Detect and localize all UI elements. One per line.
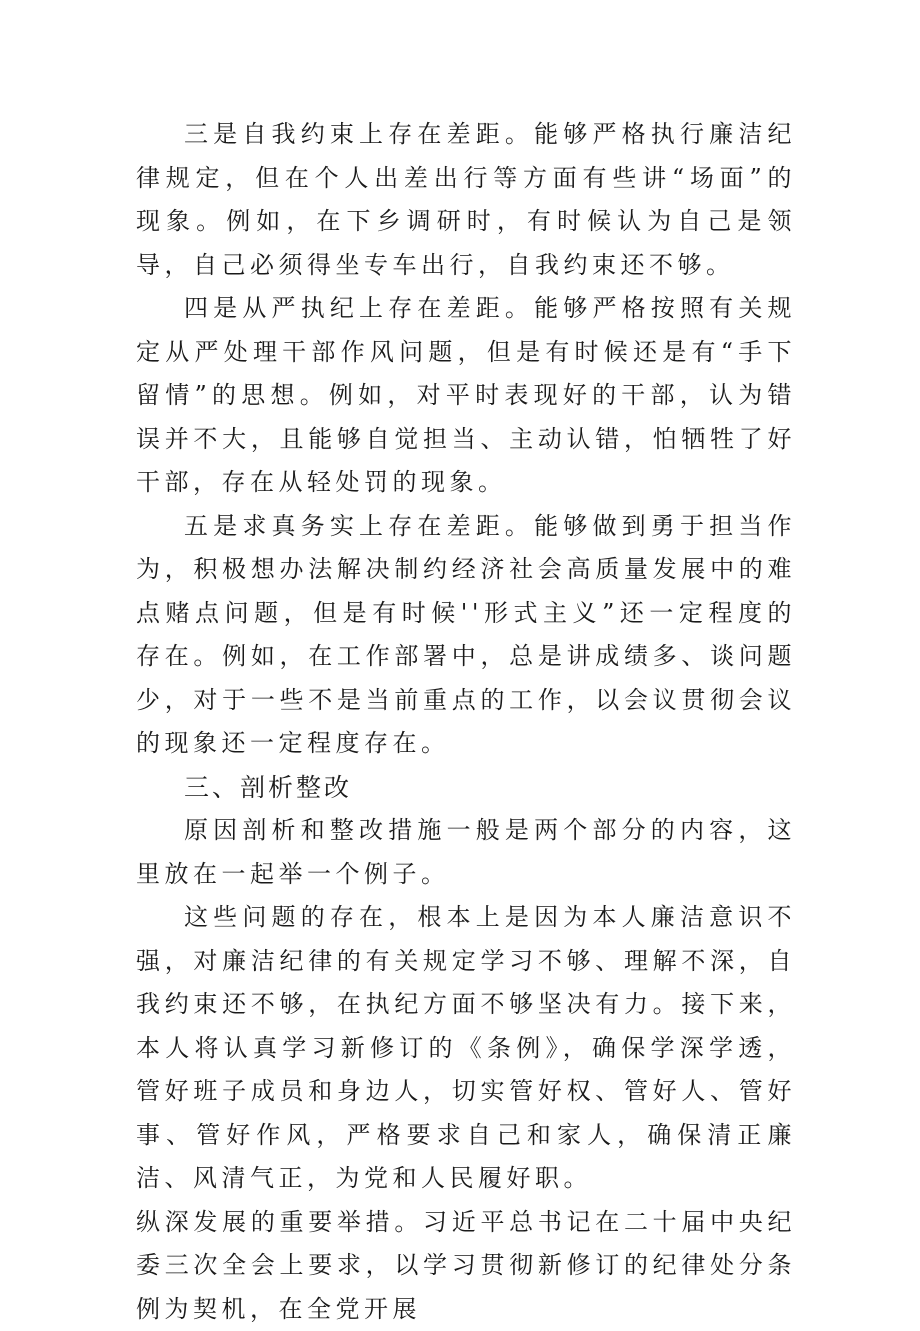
paragraph-analysis-intro: 原因剖析和整改措施一般是两个部分的内容，这里放在一起举一个例子。 — [136, 809, 796, 896]
paragraph-rectification: 这些问题的存在，根本上是因为本人廉洁意识不强，对廉洁纪律的有关规定学习不够、理解不深，自我约束还不够，在执纪方面不够坚决有力。接下来，本人将认真学习新修订的《条例》，确保学深学透，管好班子成员和身边人，切实管好权、管好人、管好事、管好作风，严格要求自己和家人，确保清正廉洁、风清气正，为党和人民履好职。 — [136, 896, 796, 1201]
paragraph-pragmatism: 五是求真务实上存在差距。能够做到勇于担当作为，积极想办法解决制约经济社会高质量发展中的难点赌点问题，但是有时候''形式主义”还一定程度的存在。例如，在工作部署中，总是讲成绩多、谈问题少，对于一些不是当前重点的工作，以会议贯彻会议的现象还一定程度存在。 — [136, 505, 796, 766]
paragraph-strict-discipline: 四是从严执纪上存在差距。能够严格按照有关规定从严处理干部作风问题，但是有时候还是有“手下留情”的思想。例如，对平时表现好的干部，认为错误并不大，且能够自觉担当、主动认错，怕牺牲了好干部，存在从轻处罚的现象。 — [136, 287, 796, 505]
section-heading-analysis: 三、剖析整改 — [136, 766, 796, 810]
document-body — [136, 113, 796, 1331]
paragraph-self-discipline: 三是自我约束上存在差距。能够严格执行廉洁纪律规定，但在个人出差出行等方面有些讲“场面”的现象。例如，在下乡调研时，有时候认为自己是领导，自己必须得坐专车出行，自我约束还不够。 — [136, 113, 796, 287]
paragraph-continuation: 纵深发展的重要举措。习近平总书记在二十届中央纪委三次全会上要求，以学习贯彻新修订的纪律处分条例为契机，在全党开展 — [136, 1201, 796, 1331]
